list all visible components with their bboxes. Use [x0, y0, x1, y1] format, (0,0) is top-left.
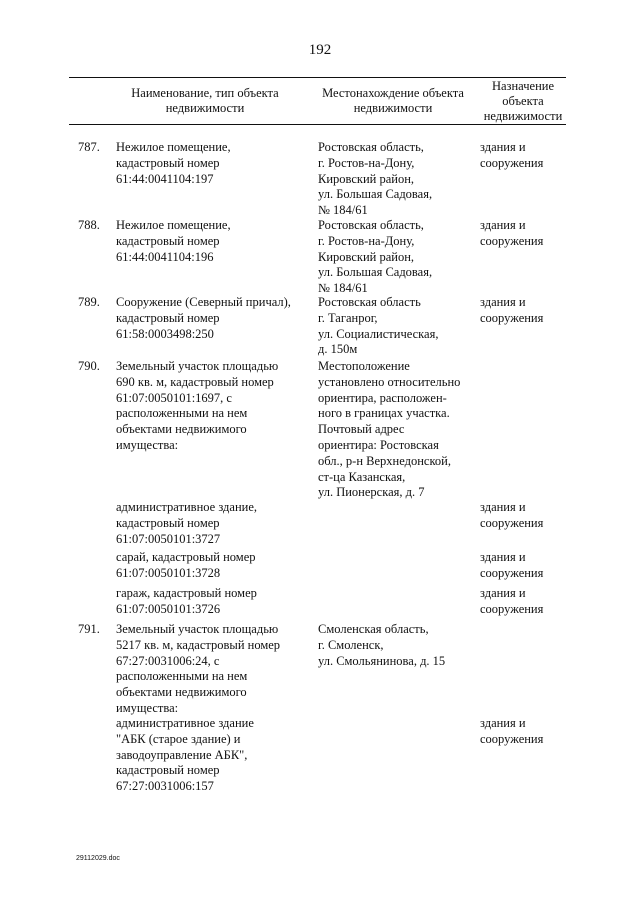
object-name: административное здание, кадастровый номер 61:07:0050101:3727 — [116, 500, 258, 546]
page-number: 192 — [308, 42, 332, 58]
header-top-rule — [69, 77, 566, 78]
object-name: гараж, кадастровый номер 61:07:0050101:3726 — [116, 586, 257, 616]
object-purpose: здания и сооружения — [480, 140, 544, 170]
object-location: Ростовская область г. Таганрог, ул. Социалистическая, д. 150м — [318, 295, 439, 357]
row-number: 791. — [78, 622, 100, 636]
row-number: 787. — [78, 140, 100, 154]
object-purpose: здания и сооружения — [480, 586, 544, 616]
object-purpose: здания и сооружения — [480, 218, 544, 248]
object-name: Нежилое помещение, кадастровый номер 61:44:0041104:197 — [116, 140, 231, 186]
row-number: 789. — [78, 295, 100, 309]
object-purpose: здания и сооружения — [480, 716, 544, 746]
object-location: Смоленская область, г. Смоленск, ул. Смольянинова, д. 15 — [318, 622, 446, 668]
object-name: сарай, кадастровый номер 61:07:0050101:3728 — [116, 550, 256, 580]
header-location: Местонахождение объекта недвижимости — [322, 86, 464, 115]
header-bottom-rule — [69, 124, 566, 125]
object-name: Сооружение (Северный причал), кадастровый номер 61:58:0003498:250 — [116, 295, 291, 341]
object-purpose: здания и сооружения — [480, 295, 544, 325]
row-number: 788. — [78, 218, 100, 232]
footer-filename: 29112029.doc — [76, 855, 120, 862]
row-number: 790. — [78, 359, 100, 373]
object-location: Ростовская область, г. Ростов-на-Дону, Кировский район, ул. Большая Садовая, № 184/61 — [318, 140, 433, 218]
object-name: Земельный участок площадью 5217 кв. м, кадастровый номер 67:27:0031006:24, с расположенными на нем объектами недвижимого имущества: — [116, 622, 281, 715]
object-location: Местоположение установлено относительно ориентира, расположен- ного в границах участка. Почтовый адрес ориентира: Ростовская обл., р-н Верхнедонской, ст-ца Казанская, ул. Пионерская, д. 7 — [318, 359, 461, 500]
object-name: административное здание "АБК (старое здание) и заводоуправление АБК", кадастровый номер 67:27:0031006:157 — [116, 716, 254, 794]
header-purpose: Назначение объекта недвижимости — [483, 79, 563, 123]
object-name: Земельный участок площадью 690 кв. м, кадастровый номер 61:07:0050101:1697, с расположенными на нем объектами недвижимого имущества: — [116, 359, 279, 452]
object-name: Нежилое помещение, кадастровый номер 61:44:0041104:196 — [116, 218, 231, 264]
object-purpose: здания и сооружения — [480, 500, 544, 530]
object-location: Ростовская область, г. Ростов-на-Дону, Кировский район, ул. Большая Садовая, № 184/61 — [318, 218, 433, 296]
header-name: Наименование, тип объекта недвижимости — [131, 86, 279, 115]
object-purpose: здания и сооружения — [480, 550, 544, 580]
